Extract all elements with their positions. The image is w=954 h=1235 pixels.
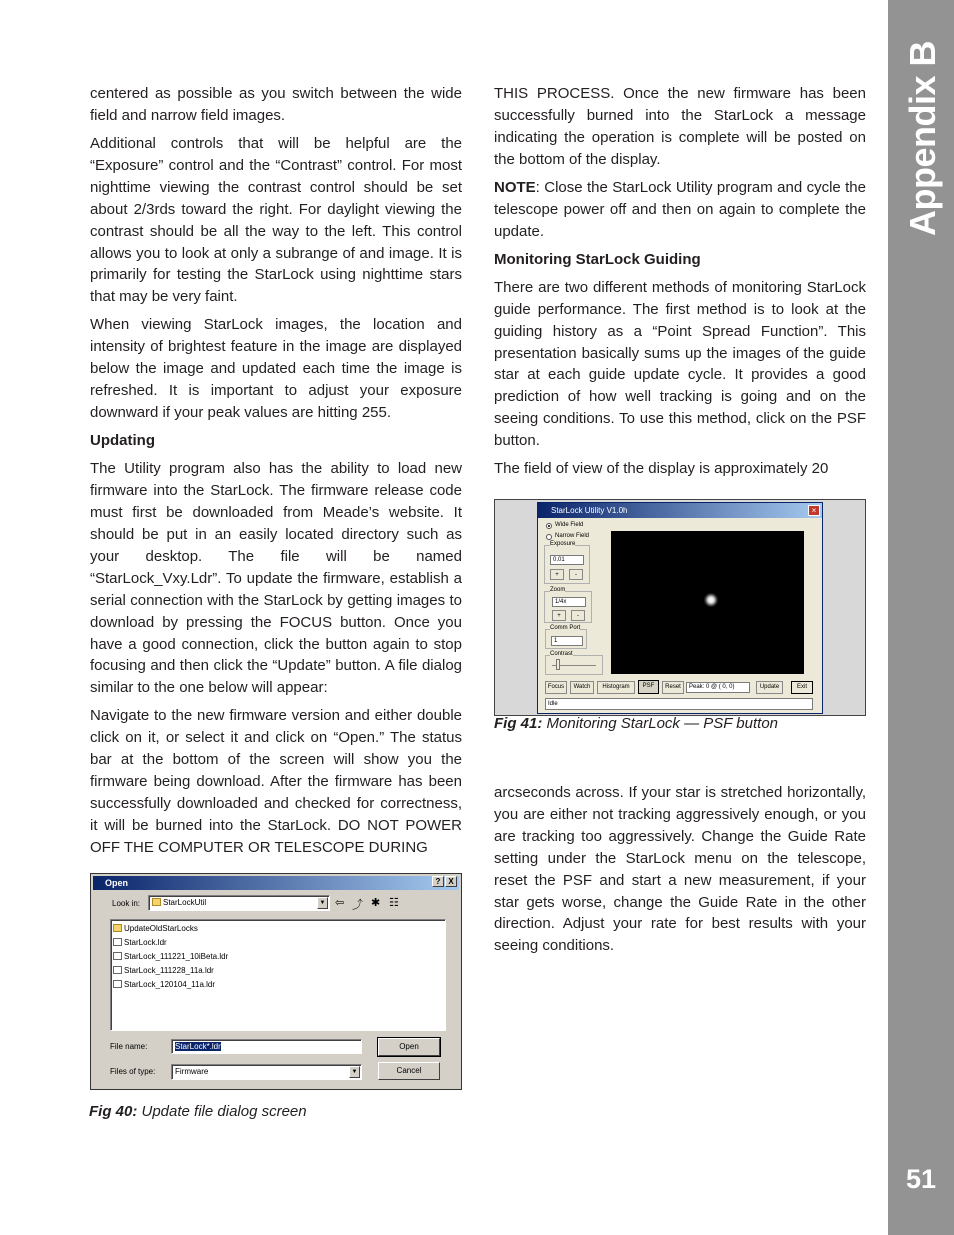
caption-label: Fig 40: <box>89 1103 138 1120</box>
file-name: StarLock.ldr <box>124 938 167 947</box>
heading-monitoring: Monitoring StarLock Guiding <box>494 250 701 268</box>
wide-field-radio[interactable] <box>546 523 552 529</box>
peak-readout: Peak: 0 @ ( 0, 0) <box>686 682 750 693</box>
psf-button[interactable]: PSF <box>638 680 659 694</box>
narrow-field-label: Narrow Field <box>555 533 590 539</box>
paragraph: The Utility program also has the ability to load new firmware into the StarLock. The firmware release code must first be downloaded from Meade’s website. It should be put in an easily located directory such as your desktop. The file will be named “StarLock_Vxy.Ldr”. To update the firmware, establish a serial connection with the StarLock by getting images to download by pressing the FOCUS button. Once you have a good connection, click the button again to stop focusing and then click the “Update” button. A file dialog similar to the one below will appear: <box>90 460 462 697</box>
paragraph: When viewing StarLock images, the location and intensity of brightest feature in the image are displayed below the image and updated each time the image is refreshed. It is important to adjust your exposure downward if your peak values are hitting 255. <box>90 316 462 422</box>
status-bar: Idle <box>545 698 813 710</box>
narrow-field-radio[interactable] <box>546 534 552 540</box>
dialog-titlebar <box>93 876 459 890</box>
file-icon <box>113 938 122 946</box>
contrast-slider-thumb[interactable] <box>556 659 560 670</box>
file-type-label: Files of type: <box>110 1067 156 1076</box>
fig41-caption <box>494 715 778 732</box>
zoom-plus-button[interactable]: + <box>552 610 566 621</box>
file-icon <box>113 980 122 988</box>
comm-port-label: Comm Port <box>550 625 581 631</box>
list-item[interactable] <box>113 922 198 936</box>
caption-text: Monitoring StarLock — PSF button <box>542 715 779 732</box>
list-item[interactable] <box>113 964 214 978</box>
reset-button[interactable]: Reset <box>662 681 684 694</box>
chevron-down-icon: ▼ <box>349 1066 360 1078</box>
file-name: UpdateOldStarLocks <box>124 924 198 933</box>
fig40-caption <box>89 1103 307 1120</box>
list-item[interactable] <box>113 936 167 950</box>
paragraph: Additional controls that will be helpful are the “Exposure” control and the “Contrast” control. For most nighttime viewing the contrast control should be set about 2/3rds toward the right. For daylight viewing the contrast should be all the way to the left. This control allows you to look at only a subrange of and image. It is primarily for testing the StarLock using nighttime stars that may be very faint. <box>90 135 462 306</box>
zoom-label: Zoom <box>550 587 566 593</box>
histogram-button[interactable]: Histogram <box>597 681 635 694</box>
look-in-select[interactable] <box>148 895 330 911</box>
file-type-value: Firmware <box>175 1067 209 1076</box>
right-column-bottom <box>494 782 866 963</box>
folder-icon <box>152 898 161 906</box>
file-name: StarLock_120104_11a.ldr <box>124 980 216 989</box>
file-name: StarLock_111228_11a.ldr <box>124 966 214 975</box>
comm-port-input[interactable]: 1 <box>551 636 583 646</box>
note-label: NOTE <box>494 178 536 196</box>
exposure-input[interactable]: 0.01 <box>550 555 584 565</box>
exposure-plus-button[interactable]: + <box>550 569 564 580</box>
watch-button[interactable]: Watch <box>570 681 594 694</box>
window-title: StarLock Utility V1.0h <box>551 506 628 515</box>
file-icon <box>113 952 122 960</box>
file-icon <box>113 966 122 974</box>
note-paragraph <box>494 177 866 243</box>
exposure-label: Exposure <box>550 541 576 547</box>
paragraph: arcseconds across. If your star is stretched horizontally, you are either not tracking aggressively enough, or you are tracking too aggressively. Change the Guide Rate setting under the StarLock menu on the telescope, reset the PSF and start a new measurement, if your star gets worse, change the Guide Rate in the other direction. Adjust your rate for best results with your seeing conditions. <box>494 784 866 955</box>
chevron-down-icon: ▼ <box>317 897 328 909</box>
right-column-top <box>494 83 866 486</box>
dialog-title: Open <box>105 878 129 888</box>
paragraph: Navigate to the new firmware version and either double click on it, or select it and click on “Open.” The status bar at the bottom of the screen will show you the firmware being download. After the firmware has been successfully downloaded and checked for correctness, it will be burned into the StarLock. DO NOT POWER OFF THE COMPUTER OR TELESCOPE DURING <box>90 707 462 856</box>
help-button[interactable]: ? <box>432 876 444 887</box>
file-name-input[interactable] <box>171 1039 362 1054</box>
starlock-screenshot-frame <box>494 499 866 716</box>
paragraph: There are two different methods of monitoring StarLock guide performance. The first method is to look at the guiding history as a “Point Spread Function”. This presentation basically sums up the images of the guide star at each guide update cycle. It provides a good prediction of how well tracking is going and on the seeing conditions. To use this method, click on the PSF button. <box>494 278 866 450</box>
up-folder-icon[interactable]: ⤴ <box>352 899 363 911</box>
file-name: StarLock_111221_10iBeta.ldr <box>124 952 229 961</box>
exit-button[interactable]: Exit <box>791 681 813 694</box>
folder-icon <box>113 924 122 932</box>
file-list <box>110 919 446 1031</box>
file-name-label: File name: <box>110 1042 148 1051</box>
guide-star <box>704 593 718 607</box>
caption-text: Update file dialog screen <box>137 1103 307 1120</box>
look-in-label: Look in: <box>112 899 141 908</box>
open-file-dialog <box>90 873 462 1090</box>
caption-label: Fig 41: <box>494 715 543 732</box>
zoom-minus-button[interactable]: - <box>571 610 585 621</box>
file-name-value: StarLock*.ldr <box>175 1042 221 1051</box>
zoom-input[interactable]: 1/4x <box>552 597 586 607</box>
section-title: Appendix B <box>902 40 943 236</box>
cancel-button[interactable]: Cancel <box>378 1062 440 1080</box>
open-button[interactable]: Open <box>378 1038 440 1056</box>
paragraph: THIS PROCESS. Once the new firmware has been successfully burned into the StarLock a message indicating the operation is complete will be posted on the bottom of the display. <box>494 85 866 168</box>
paragraph: centered as possible as you switch between the wide field and narrow field images. <box>90 85 462 124</box>
window-titlebar <box>538 503 822 518</box>
psf-display <box>611 531 804 674</box>
list-item[interactable] <box>113 950 228 964</box>
starlock-utility-window <box>537 502 823 714</box>
list-item[interactable] <box>113 978 215 992</box>
paragraph: The field of view of the display is approximately 20 <box>494 460 829 478</box>
page-number: 51 <box>905 1164 937 1194</box>
contrast-label: Contrast <box>550 651 573 657</box>
close-button[interactable]: × <box>808 505 820 516</box>
close-button[interactable]: X <box>445 876 457 887</box>
view-menu-icon[interactable]: ☷ <box>389 897 399 909</box>
look-in-value: StarLockUtil <box>163 898 207 907</box>
back-icon[interactable]: ⇦ <box>335 897 345 909</box>
wide-field-label: Wide Field <box>555 522 584 528</box>
heading-updating: Updating <box>90 432 155 450</box>
focus-button[interactable]: Focus <box>545 681 567 694</box>
new-folder-icon[interactable]: ✱ <box>371 897 381 909</box>
file-type-select[interactable] <box>171 1064 362 1080</box>
left-column <box>90 83 462 865</box>
update-button[interactable]: Update <box>756 681 783 694</box>
note-text: : Close the StarLock Utility program and cycle the telescope power off and then on again to complete the update. <box>494 178 866 240</box>
exposure-minus-button[interactable]: - <box>569 569 583 580</box>
